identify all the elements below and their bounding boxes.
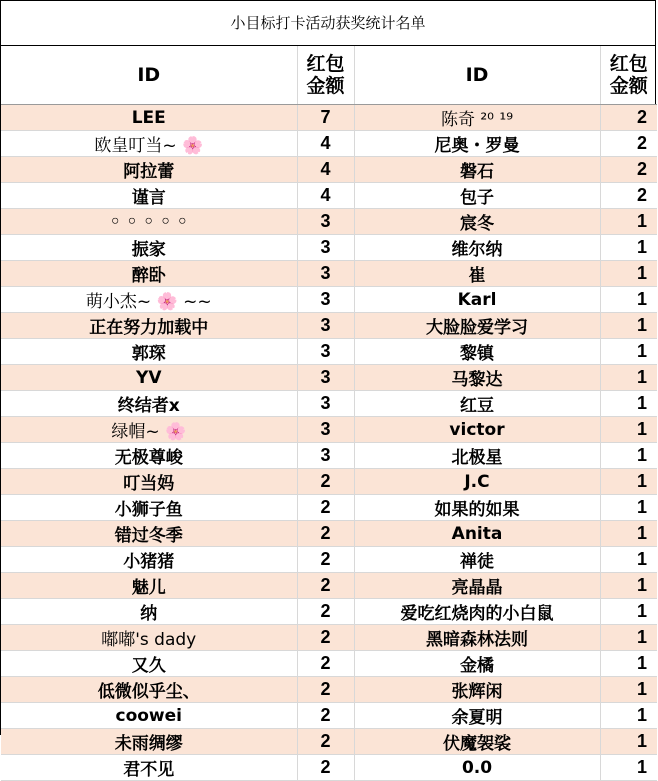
table-row: [1, 287, 657, 313]
left-amount-cell: 3: [297, 209, 354, 235]
right-amount-cell: 1: [600, 651, 657, 677]
left-id-cell: 君不见: [1, 755, 297, 781]
award-table: [1, 46, 657, 781]
table-row: [1, 755, 657, 781]
right-amount-cell: 2: [600, 183, 657, 209]
right-amount-cell: 1: [600, 495, 657, 521]
left-id-cell: YV: [1, 365, 297, 391]
left-amount-cell: 3: [297, 443, 354, 469]
left-amount-cell: 2: [297, 599, 354, 625]
right-id-cell: 亮晶晶: [354, 573, 600, 599]
left-id-cell: 小猪猪: [1, 547, 297, 573]
left-amount-cell: 3: [297, 391, 354, 417]
left-amount-cell: 3: [297, 365, 354, 391]
left-amount-cell: 2: [297, 677, 354, 703]
right-id-cell: 马黎达: [354, 365, 600, 391]
left-id-cell: 又久: [1, 651, 297, 677]
right-id-cell: 尼奥・罗曼: [354, 131, 600, 157]
right-id-cell: 0.0: [354, 755, 600, 781]
right-amount-cell: 1: [600, 469, 657, 495]
table-row: [1, 183, 657, 209]
left-id-cell: 小狮子鱼: [1, 495, 297, 521]
left-id-cell: 嘟嘟's dady: [1, 625, 297, 651]
table-row: [1, 495, 657, 521]
right-amount-cell: 1: [600, 287, 657, 313]
right-amount-cell: 1: [600, 443, 657, 469]
left-id-cell: 醉卧: [1, 261, 297, 287]
left-id-cell: ◦ ◦ ◦ ◦ ◦: [1, 209, 297, 235]
right-amount-cell: 1: [600, 547, 657, 573]
right-id-cell: 宸冬: [354, 209, 600, 235]
right-id-cell: 余夏明: [354, 703, 600, 729]
table-row: [1, 599, 657, 625]
table-row: [1, 625, 657, 651]
right-amount-cell: 1: [600, 729, 657, 755]
left-amount-cell: 2: [297, 495, 354, 521]
right-id-cell: 维尔纳: [354, 235, 600, 261]
left-id-cell: 终结者x: [1, 391, 297, 417]
right-amount-cell: 1: [600, 573, 657, 599]
left-amount-cell: 3: [297, 339, 354, 365]
left-amount-cell: 2: [297, 651, 354, 677]
left-amount-cell: 3: [297, 313, 354, 339]
right-id-cell: 黎镇: [354, 339, 600, 365]
right-id-cell: 包子: [354, 183, 600, 209]
header-id-right: ID: [354, 46, 600, 105]
table-row: [1, 131, 657, 157]
table-row: [1, 729, 657, 755]
right-id-cell: Anita: [354, 521, 600, 547]
table-row: [1, 391, 657, 417]
right-amount-cell: 1: [600, 755, 657, 781]
left-amount-cell: 3: [297, 261, 354, 287]
right-id-cell: 磐石: [354, 157, 600, 183]
left-amount-cell: 2: [297, 703, 354, 729]
right-amount-cell: 1: [600, 703, 657, 729]
left-amount-cell: 3: [297, 287, 354, 313]
right-amount-cell: 1: [600, 391, 657, 417]
right-id-cell: 红豆: [354, 391, 600, 417]
left-id-cell: 低微似乎尘、: [1, 677, 297, 703]
right-amount-cell: 1: [600, 417, 657, 443]
right-amount-cell: 1: [600, 365, 657, 391]
right-amount-cell: 1: [600, 339, 657, 365]
left-amount-cell: 3: [297, 235, 354, 261]
left-amount-cell: 2: [297, 755, 354, 781]
left-id-cell: 萌小杰~ 🌸 ~~: [1, 287, 297, 313]
right-id-cell: victor: [354, 417, 600, 443]
table-row: [1, 651, 657, 677]
table-row: [1, 573, 657, 599]
left-id-cell: 纳: [1, 599, 297, 625]
right-amount-cell: 1: [600, 235, 657, 261]
right-amount-cell: 1: [600, 599, 657, 625]
right-id-cell: 大脸脸爱学习: [354, 313, 600, 339]
left-id-cell: 叮当妈: [1, 469, 297, 495]
table-row: [1, 443, 657, 469]
left-id-cell: 无极尊峻: [1, 443, 297, 469]
table-row: [1, 703, 657, 729]
left-amount-cell: 2: [297, 469, 354, 495]
table-row: [1, 209, 657, 235]
left-amount-cell: 2: [297, 625, 354, 651]
left-amount-cell: 7: [297, 105, 354, 131]
right-amount-cell: 2: [600, 105, 657, 131]
left-id-cell: 正在努力加载中: [1, 313, 297, 339]
left-id-cell: 郭琛: [1, 339, 297, 365]
left-id-cell: 振家: [1, 235, 297, 261]
left-id-cell: 欧皇叮当~ 🌸: [1, 131, 297, 157]
right-id-cell: Karl: [354, 287, 600, 313]
header-row: [1, 46, 657, 105]
table-row: [1, 261, 657, 287]
right-id-cell: 黑暗森林法则: [354, 625, 600, 651]
left-amount-cell: 4: [297, 157, 354, 183]
right-id-cell: 金橘: [354, 651, 600, 677]
right-amount-cell: 2: [600, 131, 657, 157]
left-amount-cell: 2: [297, 547, 354, 573]
right-amount-cell: 1: [600, 313, 657, 339]
header-amount-right: 红包 金额: [600, 46, 657, 105]
left-id-cell: 阿拉蕾: [1, 157, 297, 183]
right-id-cell: 崔: [354, 261, 600, 287]
table-row: [1, 313, 657, 339]
table-row: [1, 521, 657, 547]
left-id-cell: LEE: [1, 105, 297, 131]
right-amount-cell: 1: [600, 521, 657, 547]
right-id-cell: 张辉闲: [354, 677, 600, 703]
table-row: [1, 365, 657, 391]
right-id-cell: 北极星: [354, 443, 600, 469]
table-row: [1, 157, 657, 183]
sheet-title: 小目标打卡活动获奖统计名单: [1, 1, 655, 46]
left-amount-cell: 2: [297, 521, 354, 547]
right-id-cell: 如果的如果: [354, 495, 600, 521]
header-id-left: ID: [1, 46, 297, 105]
table-row: [1, 105, 657, 131]
right-amount-cell: 1: [600, 677, 657, 703]
right-id-cell: 禅徒: [354, 547, 600, 573]
left-id-cell: 未雨绸缪: [1, 729, 297, 755]
right-id-cell: 爱吃红烧肉的小白鼠: [354, 599, 600, 625]
table-row: [1, 417, 657, 443]
left-amount-cell: 4: [297, 183, 354, 209]
table-row: [1, 235, 657, 261]
right-amount-cell: 2: [600, 157, 657, 183]
left-id-cell: 错过冬季: [1, 521, 297, 547]
table-row: [1, 469, 657, 495]
table-row: [1, 339, 657, 365]
right-id-cell: 陈奇 ²⁰ ¹⁹: [354, 105, 600, 131]
left-id-cell: 魅儿: [1, 573, 297, 599]
left-amount-cell: 3: [297, 417, 354, 443]
right-amount-cell: 1: [600, 209, 657, 235]
right-id-cell: 伏魔袈裟: [354, 729, 600, 755]
left-id-cell: coowei: [1, 703, 297, 729]
left-amount-cell: 4: [297, 131, 354, 157]
right-amount-cell: 1: [600, 261, 657, 287]
header-amount-left: 红包 金额: [297, 46, 354, 105]
left-id-cell: 谨言: [1, 183, 297, 209]
table-row: [1, 677, 657, 703]
left-amount-cell: 2: [297, 573, 354, 599]
left-amount-cell: 2: [297, 729, 354, 755]
table-row: [1, 547, 657, 573]
right-amount-cell: 1: [600, 625, 657, 651]
right-id-cell: J.C: [354, 469, 600, 495]
left-id-cell: 绿帽~ 🌸: [1, 417, 297, 443]
